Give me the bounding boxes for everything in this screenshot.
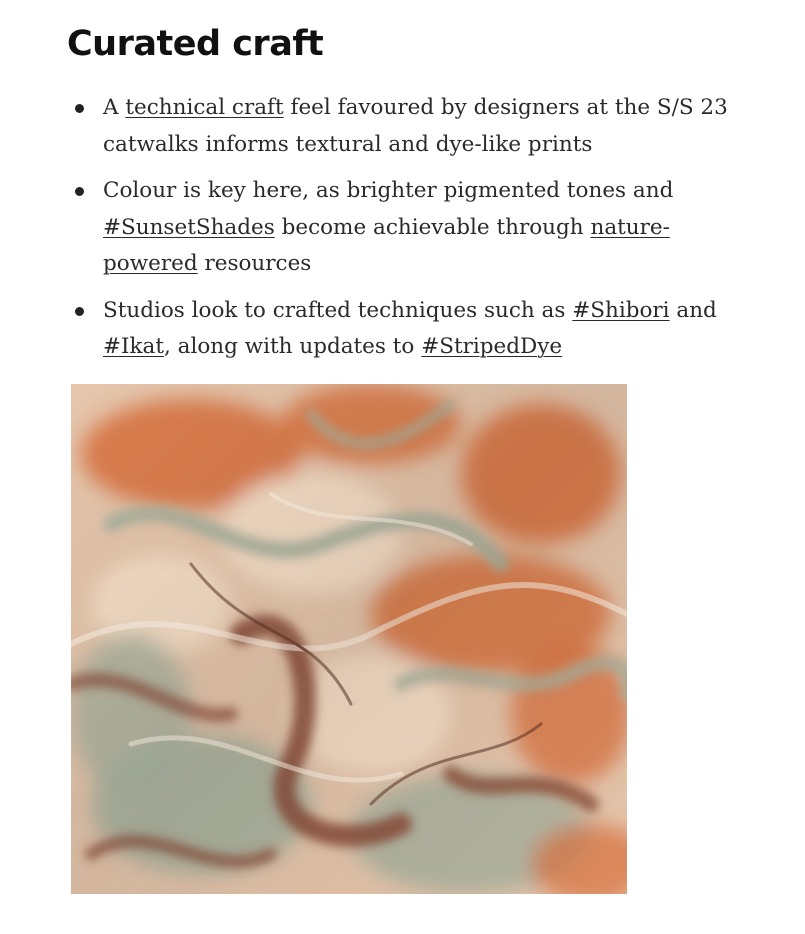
link-sunset-shades[interactable]: #SunsetShades [103,214,275,240]
bullet-text: resources [197,251,312,276]
link-shibori[interactable]: #Shibori [572,297,670,323]
link-technical-craft[interactable]: technical craft [125,95,284,120]
bullet-text: Studios look to crafted techniques such as [103,297,573,323]
bullet-text: A [103,95,126,120]
list-item [103,173,763,283]
link-nature-powered[interactable]: nature-powered [103,214,670,276]
bullet-list [103,90,763,376]
link-ikat[interactable]: #Ikat [103,334,164,359]
bullet-text: , along with updates to [164,334,422,359]
bullet-text: feel favoured by designers at the S/S 23 catwalks informs textural and dye-like prints [103,95,728,157]
link-striped-dye[interactable]: #StripedDye [421,334,563,359]
list-item [103,90,763,163]
bullet-text: Colour is key here, as brighter pigmented tones and [103,178,674,203]
tie-dye-fabric-image [71,384,627,894]
bullet-text: become achievable through [274,214,591,240]
list-item [103,293,763,366]
bullet-text: and [669,297,717,323]
section-heading: Curated craft [67,24,324,64]
